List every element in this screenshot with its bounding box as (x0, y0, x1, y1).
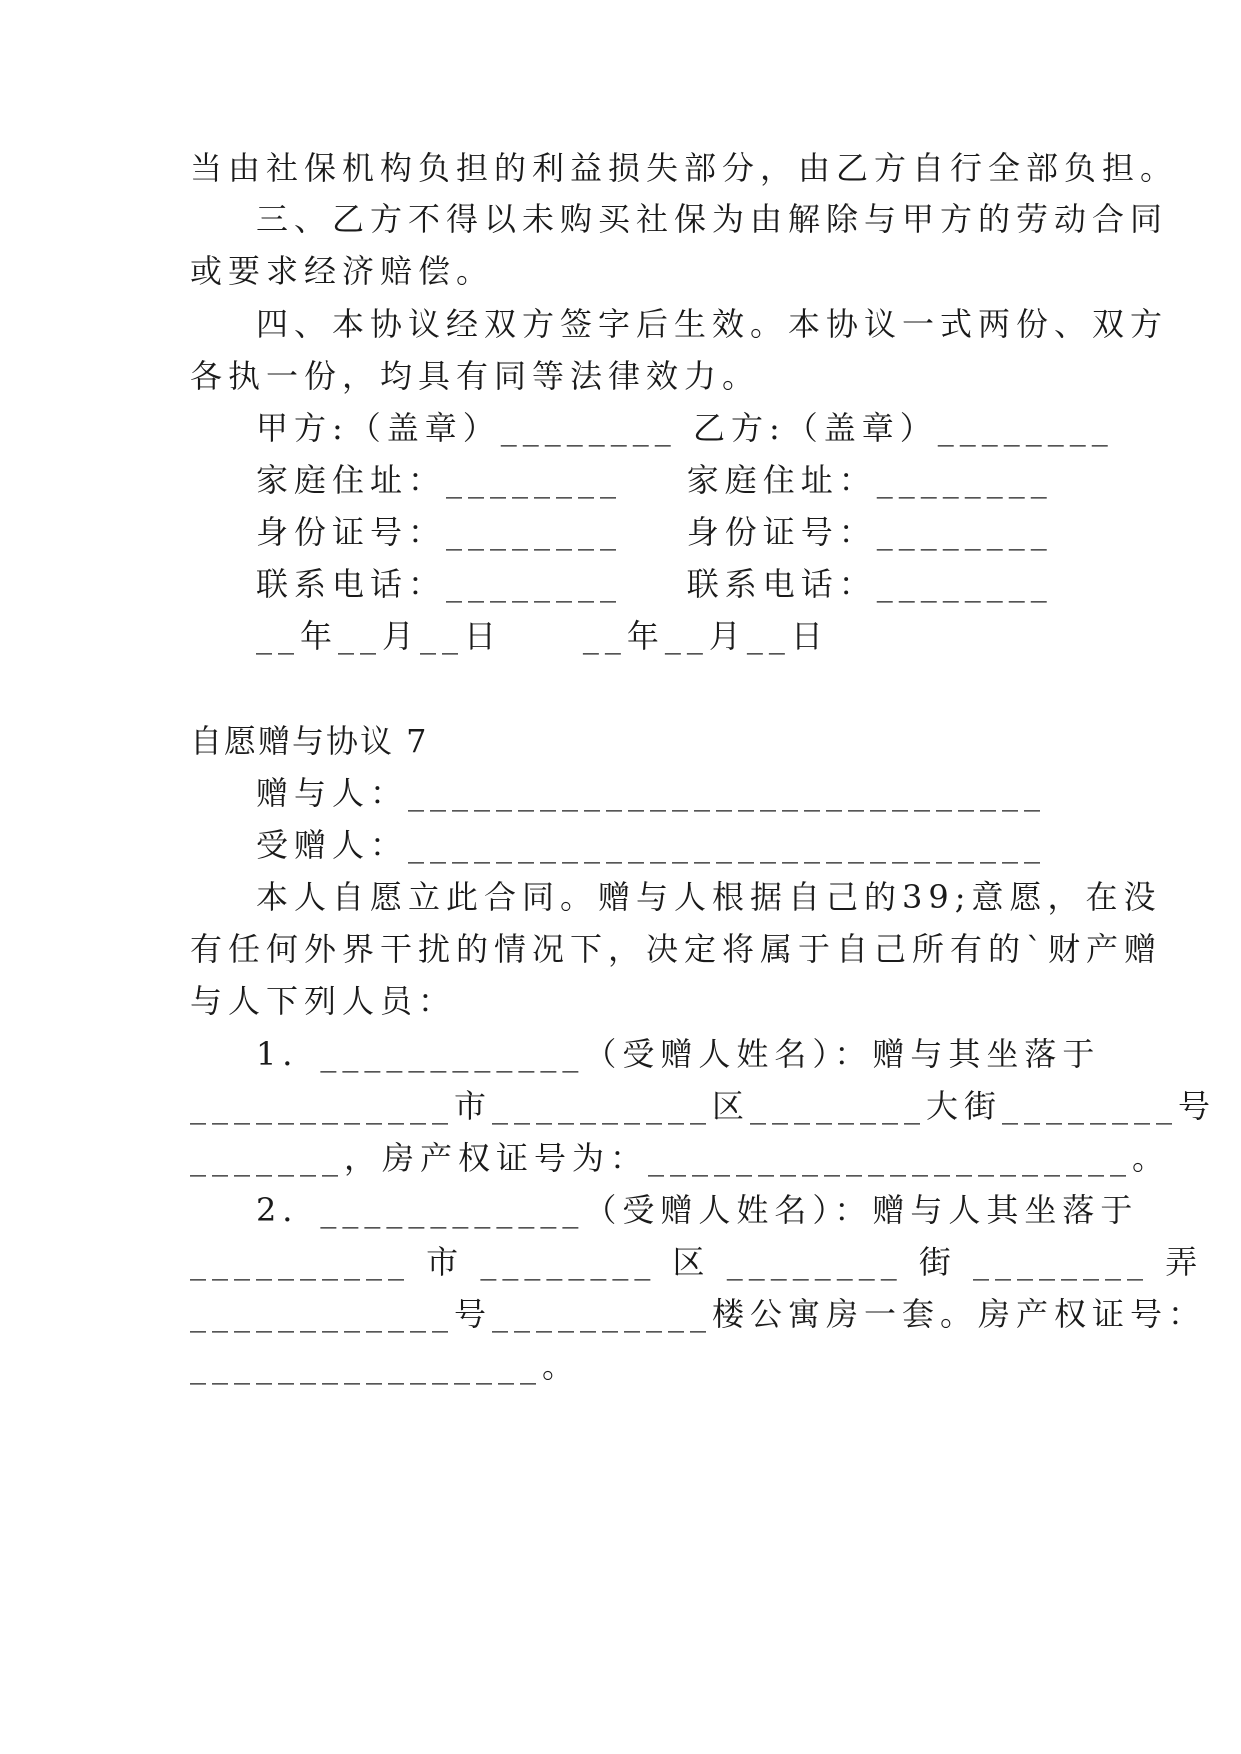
paragraph-line: 当由社保机构负担的利益损失部分，由乙方自行全部负担。 (190, 149, 1179, 187)
donor-line: 赠与人：_____________________________ (256, 774, 1047, 812)
body-paragraph: 本人自愿立此合同。赠与人根据自己的39;意愿，在没 (256, 878, 1162, 916)
section-title: 自愿赠与协议 7 (190, 722, 429, 760)
item-one-cont: _______，房产权证号为：______________________。 (190, 1139, 1171, 1177)
clause-four-cont: 各执一份，均具有同等法律效力。 (190, 357, 761, 395)
donee-line: 受赠人：_____________________________ (256, 826, 1047, 864)
clause-three: 三、乙方不得以未购买社保为由解除与甲方的劳动合同 (256, 200, 1169, 238)
item-one: 1．____________（受赠人姓名）：赠与其坐落于 (256, 1035, 1101, 1073)
id-number-line: 身份证号：________ 身份证号：________ (256, 513, 1053, 551)
body-paragraph-cont: 与人下列人员： (190, 982, 457, 1020)
item-two-cont: __________ 市 ________ 区 ________ 街 ________ 弄 (190, 1243, 1204, 1281)
clause-four: 四、本协议经双方签字后生效。本协议一式两份、双方 (256, 305, 1169, 343)
clause-three-cont: 或要求经济赔偿。 (190, 252, 495, 290)
item-two-cont: ____________号__________楼公寓房一套。房产权证号： (190, 1295, 1207, 1333)
address-line: 家庭住址：________ 家庭住址：________ (256, 461, 1053, 499)
item-one-cont: ____________市__________区________大街________号 (190, 1087, 1217, 1125)
phone-line: 联系电话：________ 联系电话：________ (256, 565, 1053, 603)
signature-line: 甲方:（盖章）________ 乙方:（盖章）________ (256, 409, 1114, 447)
item-two-cont: ________________。 (190, 1347, 581, 1385)
date-line: __年__月__日 __年__月__日 (256, 617, 829, 655)
item-two: 2．____________（受赠人姓名）：赠与人其坐落于 (256, 1191, 1139, 1229)
body-paragraph-cont: 有任何外界干扰的情况下，决定将属于自己所有的`财产赠 (190, 930, 1163, 968)
